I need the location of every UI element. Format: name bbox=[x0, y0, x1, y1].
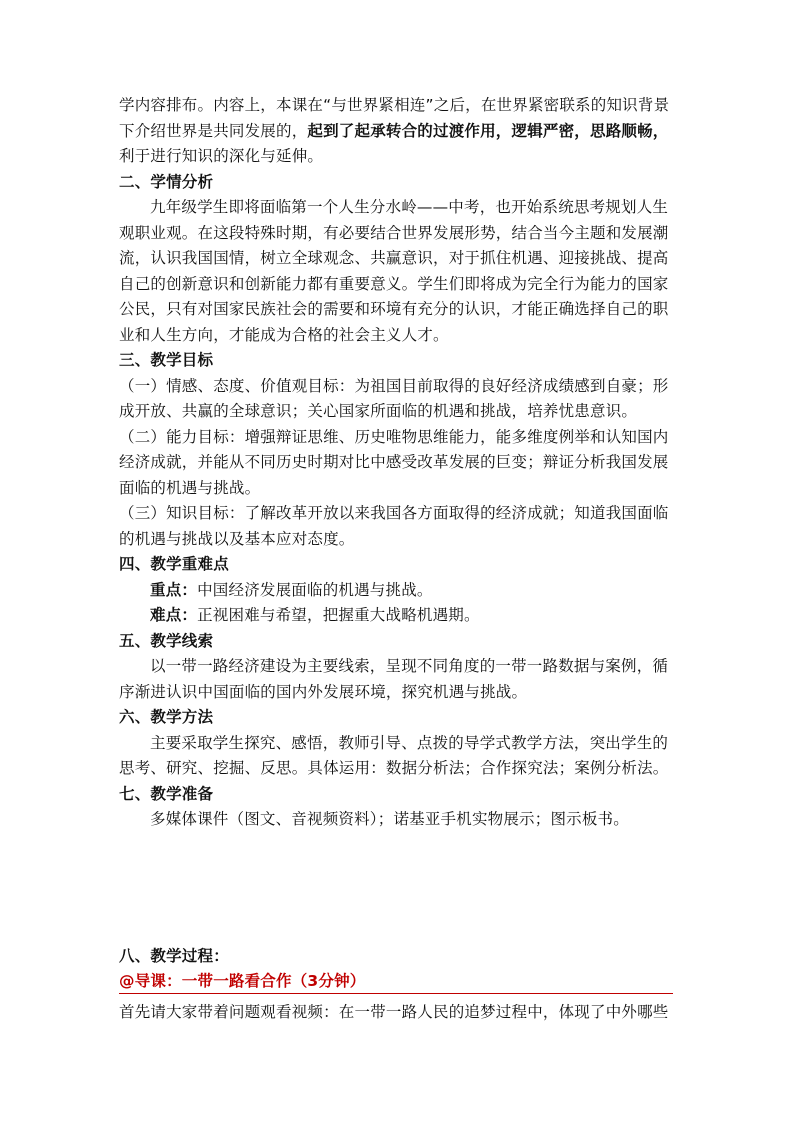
blank-space bbox=[119, 833, 679, 944]
teaching-methods-body: 主要采取学生探究、感悟，教师引导、点拨的导学式教学方法，突出学生的思考、研究、挖掘、反思。具体运用：数据分析法；合作探究法；案例分析法。 bbox=[119, 733, 669, 777]
student-analysis-body: 九年级学生即将面临第一个人生分水岭——中考，也开始系统思考规划人生观职业观。在这段特殊时期，有必要结合世界发展形势，结合当今主题和发展潮流，认识我国国情，树立全球观念、共赢意识，对于抓住机遇、迎接挑战、提高自己的创新意识和创新能力都有重要意义。学生们即将成为完全行为能力的国家公民，只有对国家民族社会的需要和环境有充分的认识，才能正确选择自己的职业和人生方向，才能成为合格的社会主义人才。 bbox=[119, 198, 669, 344]
intro-paragraph bbox=[119, 93, 679, 170]
goal-item-knowledge: （三）知识目标：了解改革开放以来我国各方面取得的经济成就；知道我国面临的机遇与挑战以及基本应对态度。 bbox=[119, 504, 669, 548]
intro-text-bold: 起到了起承转合的过渡作用，逻辑严密，思路顺畅， bbox=[307, 121, 669, 140]
section-heading-student-analysis: 二、学情分析 bbox=[119, 172, 214, 191]
section-heading-teaching-prep: 七、教学准备 bbox=[119, 784, 214, 803]
intro-text-b: 利于进行知识的深化与延伸。 bbox=[119, 147, 324, 165]
key-point-label: 重点： bbox=[150, 580, 198, 599]
difficulty-label: 难点： bbox=[150, 606, 198, 624]
section-heading-teaching-methods: 六、教学方法 bbox=[119, 708, 214, 726]
intro-text-a: 学内容排布。内容上，本课在“与世界紧相连”之后，在世界紧密联系的知识背景下介绍世界是共同发展的， bbox=[119, 96, 670, 140]
difficulty-text: 正视困难与希望，把握重大战略机遇期。 bbox=[197, 606, 480, 624]
key-point-line bbox=[119, 578, 679, 604]
goal-item-emotion: （一）情感、态度、价值观目标：为祖国目前取得的良好经济成绩感到自豪；形成开放、共赢的全球意识；关心国家所面临的机遇和挑战，培养忧患意识。 bbox=[119, 376, 669, 420]
document-body bbox=[119, 93, 679, 1026]
lead-in-body: 首先请大家带着问题观看视频：在一带一路人民的追梦过程中，体现了中外哪些 bbox=[119, 1003, 669, 1021]
section-heading-teaching-goals: 三、教学目标 bbox=[119, 351, 214, 369]
section-heading-teaching-thread: 五、教学线索 bbox=[119, 631, 214, 650]
lead-in-title: @导课：一带一路看合作（3分钟） bbox=[119, 969, 673, 994]
section-heading-key-points: 四、教学重难点 bbox=[119, 555, 229, 573]
teaching-thread-body: 以一带一路经济建设为主要线索，呈现不同角度的一带一路数据与案例，循序渐进认识中国面临的国内外发展环境，探究机遇与挑战。 bbox=[119, 657, 669, 701]
goal-item-ability: （二）能力目标：增强辩证思维、历史唯物思维能力，能多维度例举和认知国内经济成就，并能从不同历史时期对比中感受改革发展的巨变；辩证分析我国发展面临的机遇与挑战。 bbox=[119, 427, 669, 497]
key-point-text: 中国经济发展面临的机遇与挑战。 bbox=[197, 580, 433, 599]
section-heading-teaching-process: 八、教学过程： bbox=[119, 946, 229, 965]
difficulty-line bbox=[119, 603, 679, 629]
teaching-prep-body: 多媒体课件（图文、音视频资料）；诺基亚手机实物展示；图示板书。 bbox=[150, 810, 629, 828]
